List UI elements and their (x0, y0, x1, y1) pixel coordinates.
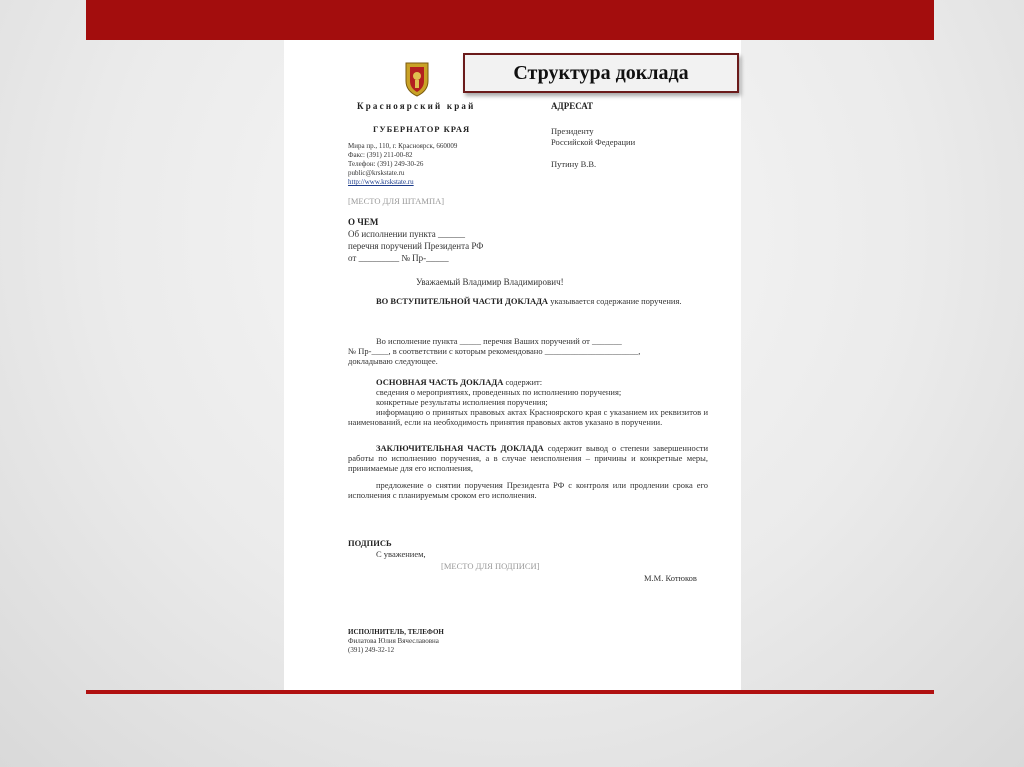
email-text: public@krskstate.ru (348, 169, 405, 177)
intro-text: указывается содержание поручения. (550, 296, 682, 306)
main-part-item1: сведения о мероприятиях, проведенных по исполнению поручения; (376, 387, 622, 397)
executor-heading: ИСПОЛНИТЕЛЬ, ТЕЛЕФОН (348, 628, 444, 636)
document-page (284, 40, 741, 692)
main-part-heading (376, 377, 542, 387)
bottom-accent-line (86, 690, 934, 694)
subject-line2: перечня поручений Президента РФ (348, 241, 484, 251)
conclusion-text: содержит вывод о степени завершенности работы по исполнению поручения, а в случае неисполнения – причины и конкретные меры, принимаемые для его исполнения, (348, 443, 709, 473)
signatory-name: М.М. Котюков (644, 573, 697, 583)
slide-title: Структура доклада (463, 53, 739, 93)
execution-line1: Во исполнение пункта _____ перечня Ваших поручений от _______ (376, 336, 622, 346)
website-link[interactable]: http://www.krskstate.ru (348, 178, 414, 186)
addressee-name: Путину В.В. (551, 159, 597, 169)
signature-heading: ПОДПИСЬ (348, 538, 392, 548)
addressee-heading: АДРЕСАТ (551, 101, 593, 111)
addressee-line1: Президенту (551, 126, 594, 136)
address-text: Мира пр., 110, г. Красноярск, 660009 (348, 142, 458, 150)
intro-paragraph (348, 296, 708, 306)
phone-text: Телефон: (391) 249-30-26 (348, 160, 424, 168)
top-accent-bar (86, 0, 934, 40)
stamp-placeholder: [МЕСТО ДЛЯ ШТАМПА] (348, 196, 445, 206)
conclusion-bold: ЗАКЛЮЧИТЕЛЬНАЯ ЧАСТЬ ДОКЛАДА (376, 443, 544, 453)
execution-line3: докладываю следующее. (348, 356, 438, 366)
conclusion-paragraph (348, 443, 708, 473)
main-part-lead: содержит: (505, 377, 543, 387)
executor-name: Филатова Юлия Вячеславовна (348, 637, 439, 645)
intro-bold: ВО ВСТУПИТЕЛЬНОЙ ЧАСТИ ДОКЛАДА (376, 296, 549, 306)
subject-heading: О ЧЕМ (348, 217, 379, 227)
region-name: Красноярский край (357, 101, 476, 111)
greeting: Уважаемый Владимир Владимирович! (416, 277, 564, 287)
main-part-item2: конкретные результаты исполнения поручения; (376, 397, 548, 407)
subject-line1: Об исполнении пункта ______ (348, 229, 466, 239)
addressee-line2: Российской Федерации (551, 137, 636, 147)
subject-line3: от _________ № Пр-_____ (348, 253, 449, 263)
signature-regards: С уважением, (376, 549, 426, 559)
fax-text: Факс: (391) 211-00-82 (348, 151, 413, 159)
conclusion-text2: предложение о снятии поручения Президента РФ с контроля или продлении срока его исполнения с планируемым сроком его исполнения. (348, 480, 708, 500)
coat-of-arms-icon (403, 59, 431, 97)
main-part-bold: ОСНОВНАЯ ЧАСТЬ ДОКЛАДА (376, 377, 504, 387)
office-name: ГУБЕРНАТОР КРАЯ (373, 124, 471, 134)
signature-placeholder: [МЕСТО ДЛЯ ПОДПИСИ] (441, 561, 540, 571)
execution-line2: № Пр-____, в соответствии с которым рекомендовано ______________________, (348, 346, 641, 356)
executor-phone: (391) 249-32-12 (348, 646, 395, 654)
main-part-item3: информацию о принятых правовых актах Красноярского края с указанием их реквизитов и наименований, если на необходимость принятия правовых актов указано в поручении. (348, 407, 708, 427)
